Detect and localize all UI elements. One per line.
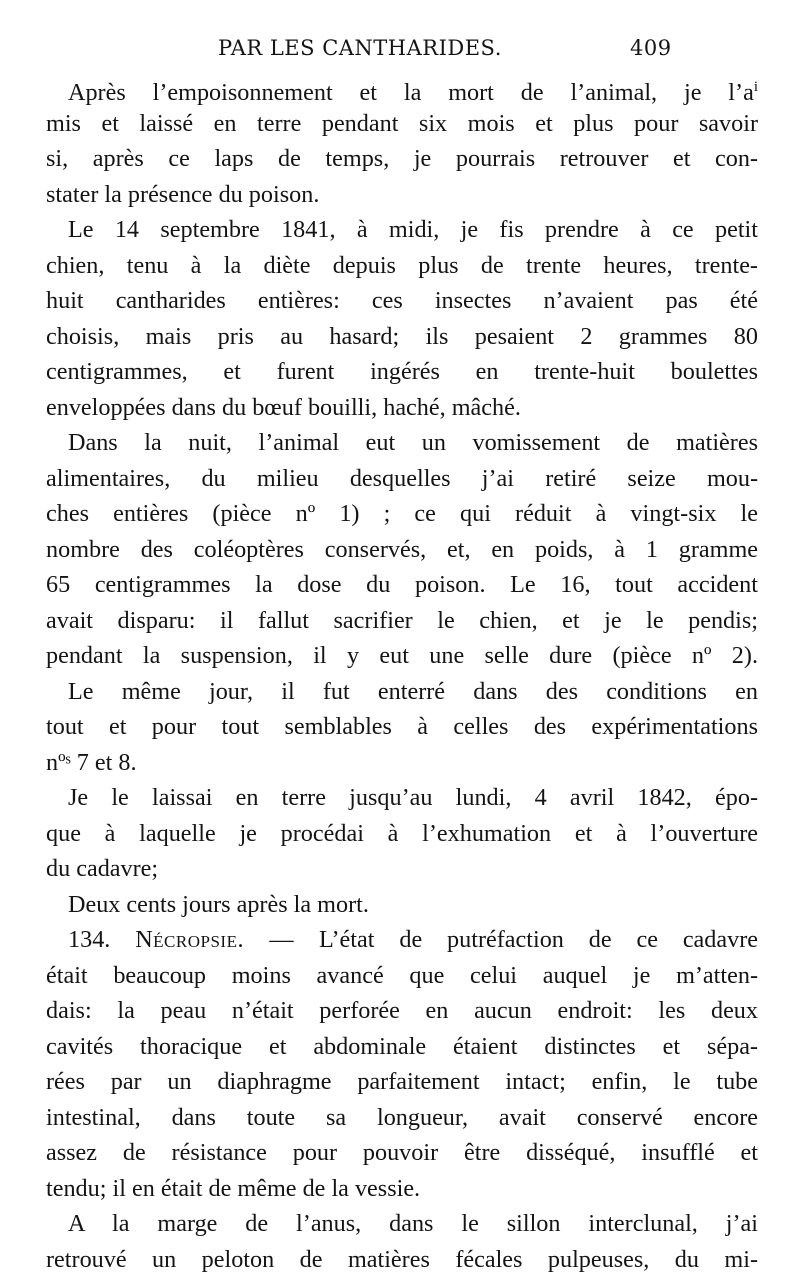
text-line: Deux cents jours après la mort.: [68, 890, 369, 918]
text-line: assez de résistance pour pouvoir être disséqué, insufflé et: [46, 1139, 758, 1166]
text-line: que à laquelle je procédai à l’exhumation et à l’ouverture: [46, 819, 758, 847]
text-line: huit cantharides entières: ces insectes n’avaient pas été: [46, 287, 758, 314]
superscript-mark: i: [753, 79, 758, 95]
text-line: nombre des coléoptères conservés, et, en poids, à 1 gramme: [46, 535, 758, 563]
text-line: A la marge de l’anus, dans le sillon interclunal, j’ai: [68, 1210, 758, 1237]
running-header: [218, 30, 672, 64]
text-line: stater la présence du poison.: [46, 180, 320, 208]
text-line: Je le laissai en terre jusqu’au lundi, 4 avril 1842, épo-: [68, 784, 758, 811]
text-line: Le même jour, il fut enterré dans des conditions en: [68, 677, 758, 705]
text-line: chien, tenu à la diète depuis plus de trente heures, trente-: [46, 251, 758, 279]
text-line: centigrammes, et furent ingérés en trente-huit boulettes: [46, 358, 758, 385]
text-line: pendant la suspension, il y eut une selle dure (pièce nº 2).: [46, 642, 758, 669]
text-line: choisis, mais pris au hasard; ils pesaient 2 grammes 80: [46, 322, 758, 350]
text-line: retrouvé un peloton de matières fécales pulpeuses, du mi-: [46, 1245, 758, 1273]
text-line: tendu; il en était de même de la vessie.: [46, 1174, 421, 1202]
section-number: 134.: [68, 926, 111, 953]
page-body: [46, 70, 758, 1277]
text-line: si, après ce laps de temps, je pourrais retrouver et con-: [46, 145, 758, 172]
text-line: rées par un diaphragme parfaitement intact; enfin, le tube: [46, 1068, 758, 1095]
text-line: ches entières (pièce nº 1) ; ce qui réduit à vingt-six le: [46, 500, 758, 527]
text-line: nºˢ 7 et 8.: [46, 748, 137, 776]
text-line: était beaucoup moins avancé que celui auquel je m’atten-: [46, 961, 758, 989]
text-line: avait disparu: il fallut sacrifier le chien, et je le pendis;: [46, 606, 758, 634]
text-line: intestinal, dans toute sa longueur, avait conservé encore: [46, 1103, 758, 1131]
page-number: 409: [630, 36, 672, 60]
text-line: Après l’empoisonnement et la mort de l’animal, je $l’a^i$: [68, 79, 758, 106]
section-heading: Nécropsie. —: [135, 926, 295, 953]
text-line: mis et laissé en terre pendant six mois et plus pour savoir: [46, 109, 758, 137]
text-line: du cadavre;: [46, 855, 159, 882]
text-line: cavités thoracique et abdominale étaient distinctes et sépa-: [46, 1032, 758, 1060]
text-line: 134. Nécropsie. — L’état de putréfaction de ce cadavre: [68, 926, 758, 953]
text-line: 65 centigrammes la dose du poison. Le 16, tout accident: [46, 571, 758, 598]
text-line: Dans la nuit, l’animal eut un vomissement de matières: [68, 429, 758, 456]
text-line: dais: la peau n’était perforée en aucun endroit: les deux: [46, 997, 758, 1024]
text-line: Le 14 septembre 1841, à midi, je fis prendre à ce petit: [68, 216, 758, 243]
text-line: alimentaires, du milieu desquelles j’ai retiré seize mou-: [46, 464, 758, 492]
text-line: tout et pour tout semblables à celles des expérimentations: [46, 713, 758, 740]
text-line: enveloppées dans du bœuf bouilli, haché, mâché.: [46, 393, 521, 421]
running-title: PAR LES CANTHARIDES.: [218, 36, 502, 60]
